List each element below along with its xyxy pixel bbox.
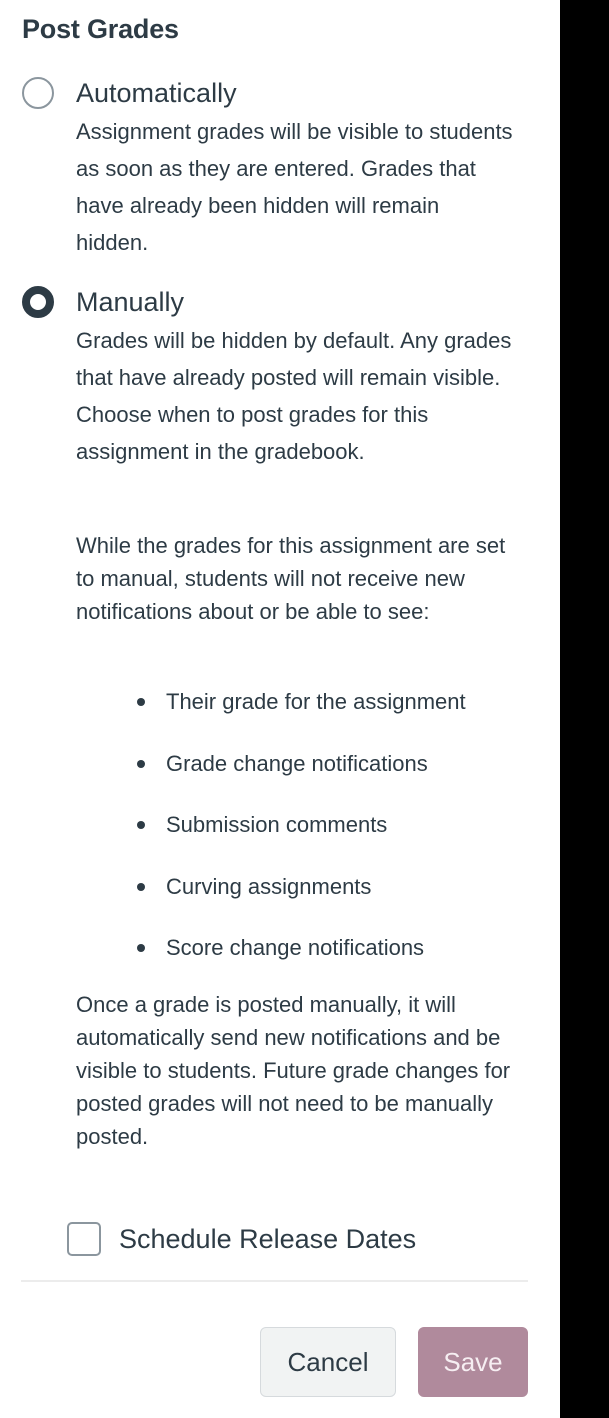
list-item-text: Their grade for the assignment (166, 689, 466, 714)
list-item-text: Score change notifications (166, 935, 425, 960)
save-button[interactable]: Save (418, 1327, 528, 1397)
list-item-text: Grade change notifications (166, 750, 428, 776)
bullet-icon (137, 698, 145, 706)
bullet-icon (137, 944, 145, 952)
offscreen-background (560, 0, 609, 1418)
list-item (76, 865, 536, 927)
radio-option-manually[interactable] (22, 286, 184, 318)
checkbox-unchecked-icon[interactable] (67, 1222, 101, 1256)
footer-divider (21, 1280, 528, 1282)
list-item (76, 803, 536, 865)
cancel-button[interactable]: Cancel (260, 1327, 396, 1397)
schedule-release-dates-label: Schedule Release Dates (119, 1223, 417, 1254)
bullet-icon (137, 760, 145, 768)
bullet-icon (137, 821, 145, 829)
radio-label-automatically: Automatically (76, 77, 237, 108)
schedule-release-dates-option[interactable] (67, 1222, 416, 1256)
manually-description: Grades will be hidden by default. Any grades that have already posted will remain visible. Choose when to post grades for this assignment in the gradebook. (76, 328, 512, 464)
radio-option-automatically[interactable] (22, 77, 237, 109)
radio-checked-icon[interactable] (22, 286, 54, 318)
restricted-items-list (76, 680, 536, 988)
list-item (76, 680, 536, 742)
radio-unchecked-icon[interactable] (22, 77, 54, 109)
panel-title: Post Grades (22, 14, 179, 44)
manual-restriction-intro: While the grades for this assignment are set to manual, students will not receive new notifications about or be able to see: (76, 533, 506, 624)
manual-posting-note: Once a grade is posted manually, it will automatically send new notifications and be visible to students. Future grade changes for posted grades will not need to be manually posted. (76, 992, 511, 1149)
list-item (76, 742, 536, 804)
list-item-text: Curving assignments (166, 873, 372, 899)
list-item-text: Submission comments (166, 812, 388, 837)
bullet-icon (137, 883, 145, 891)
list-item (76, 926, 536, 988)
radio-label-manually: Manually (76, 286, 185, 317)
automatically-description: Assignment grades will be visible to students as soon as they are entered. Grades that have already been hidden will remain hidden. (76, 119, 513, 255)
